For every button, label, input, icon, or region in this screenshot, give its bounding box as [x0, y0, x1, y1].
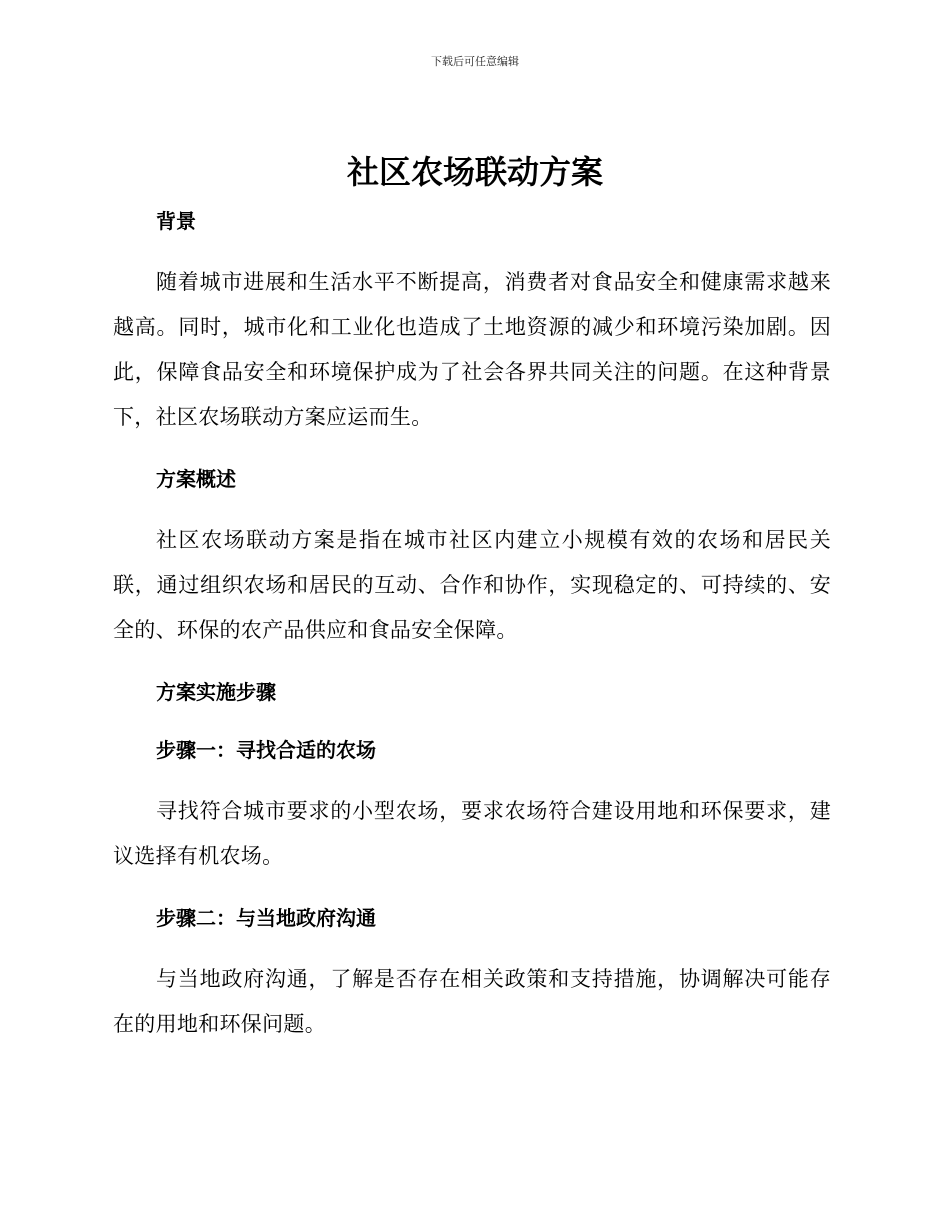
step2-paragraph: 与当地政府沟通，了解是否存在相关政策和支持措施，协调解决可能存在的用地和环保问题。	[113, 967, 831, 1036]
document-title: 社区农场联动方案	[346, 153, 603, 191]
section-paragraph-background: 随着城市进展和生活水平不断提高，消费者对食品安全和健康需求越来越高。同时，城市化和工业化也造成了土地资源的减少和环境污染加剧。因此，保障食品安全和环境保护成为了社会各界共同关注的问题。在这种背景下，社区农场联动方案应运而生。	[113, 270, 831, 429]
page-header-note: 下载后可任意编辑	[431, 55, 519, 68]
section-heading-overview: 方案概述	[156, 467, 236, 491]
step1-heading: 步骤一：寻找合适的农场	[156, 738, 376, 762]
step2-heading: 步骤二：与当地政府沟通	[156, 906, 376, 930]
section-paragraph-overview: 社区农场联动方案是指在城市社区内建立小规模有效的农场和居民关联，通过组织农场和居民的互动、合作和协作，实现稳定的、可持续的、安全的、环保的农产品供应和食品安全保障。	[113, 528, 831, 642]
section-heading-steps: 方案实施步骤	[156, 680, 276, 704]
step1-paragraph: 寻找符合城市要求的小型农场，要求农场符合建设用地和环保要求，建议选择有机农场。	[113, 799, 831, 868]
document-body	[113, 206, 831, 1047]
section-heading-background: 背景	[156, 209, 196, 233]
